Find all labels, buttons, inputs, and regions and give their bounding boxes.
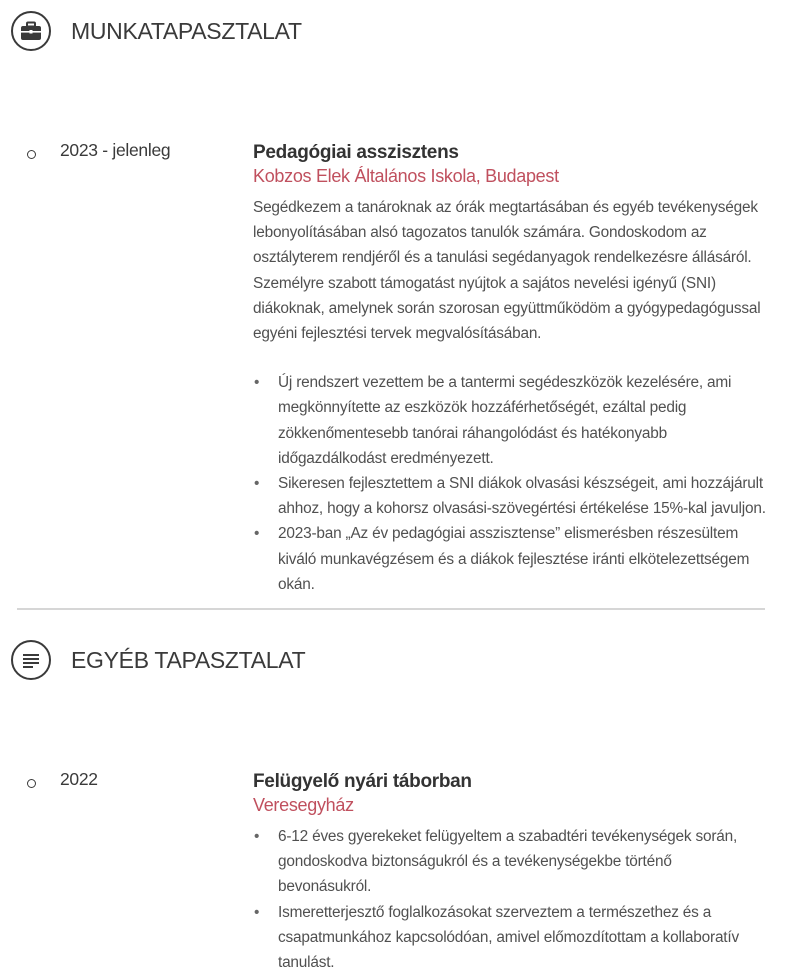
entry-organization: Veresegyház [253, 795, 354, 815]
section-header [0, 0, 792, 62]
section-other-experience [0, 629, 792, 972]
list-item: • Sikeresen fejlesztettem a SNI diákok olvasási készségeit, ami hozzájárult ahhoz, hogy a kohorsz olvasási-szövegértési értékelése 15%-kal javuljon. [253, 471, 768, 521]
entry-description: Segédkezem a tanároknak az órák megtartásában és egyéb tevékenységek lebonyolításában alsó tagozatos tanulók számára. Gondoskodom az osztályterem rendjéről és a tanulási segédanyagok rendelkezésre állásáról. Személyre szabott támogatást nyújtok a sajátos nevelési igényű (SNI) diákoknak, amelynek során szorosan együttműködöm a gyógypedagógussal egyéni fejlesztési tervek megvalósításában. [253, 199, 761, 343]
entry-role: Pedagógiai asszisztens [253, 142, 459, 163]
section-title: EGYÉB TAPASZTALAT [71, 646, 306, 673]
section-title: MUNKATAPASZTALAT [71, 17, 302, 44]
entry-role: Felügyelő nyári táborban [253, 771, 472, 792]
section-header [0, 629, 792, 691]
briefcase-icon [11, 11, 51, 51]
list-item: • Új rendszert vezettem be a tantermi segédeszközök kezelésére, ami megkönnyítette az eszközök hozzáférhetőségét, ezáltal pedig zökkenőmentesebb tanórai ráhangolódást és hatékonyabb időgazdálkodást eredményezett. [253, 370, 768, 471]
entry-organization: Kobzos Elek Általános Iskola, Budapest [253, 166, 559, 186]
list-item: • Ismeretterjesztő foglalkozásokat szerveztem a természethez és a csapatmunkához kapcsolódóan, amivel előmozdítottam a kollaboratív tanulást. [253, 900, 768, 975]
entry-content [253, 770, 768, 975]
list-icon [11, 640, 51, 680]
achievement-list [253, 370, 768, 597]
achievement-list [253, 824, 768, 975]
entry-date: 2022 [60, 769, 98, 789]
list-item: • 6-12 éves gyerekeket felügyeltem a szabadtéri tevékenységek során, gondoskodva biztonságukról és a tevékenységekbe történő bevonásukról. [253, 824, 768, 900]
timeline-bullet [27, 779, 36, 788]
timeline-bullet [27, 150, 36, 159]
list-item: • 2023-ban „Az év pedagógiai asszisztense” elismerésben részesültem kiváló munkavégzésem és a diákok fejlesztése iránti elkötelezettségem okán. [253, 521, 768, 597]
entry-content [253, 141, 768, 597]
entry-date: 2023 - jelenleg [60, 140, 171, 160]
section-divider [17, 608, 765, 610]
